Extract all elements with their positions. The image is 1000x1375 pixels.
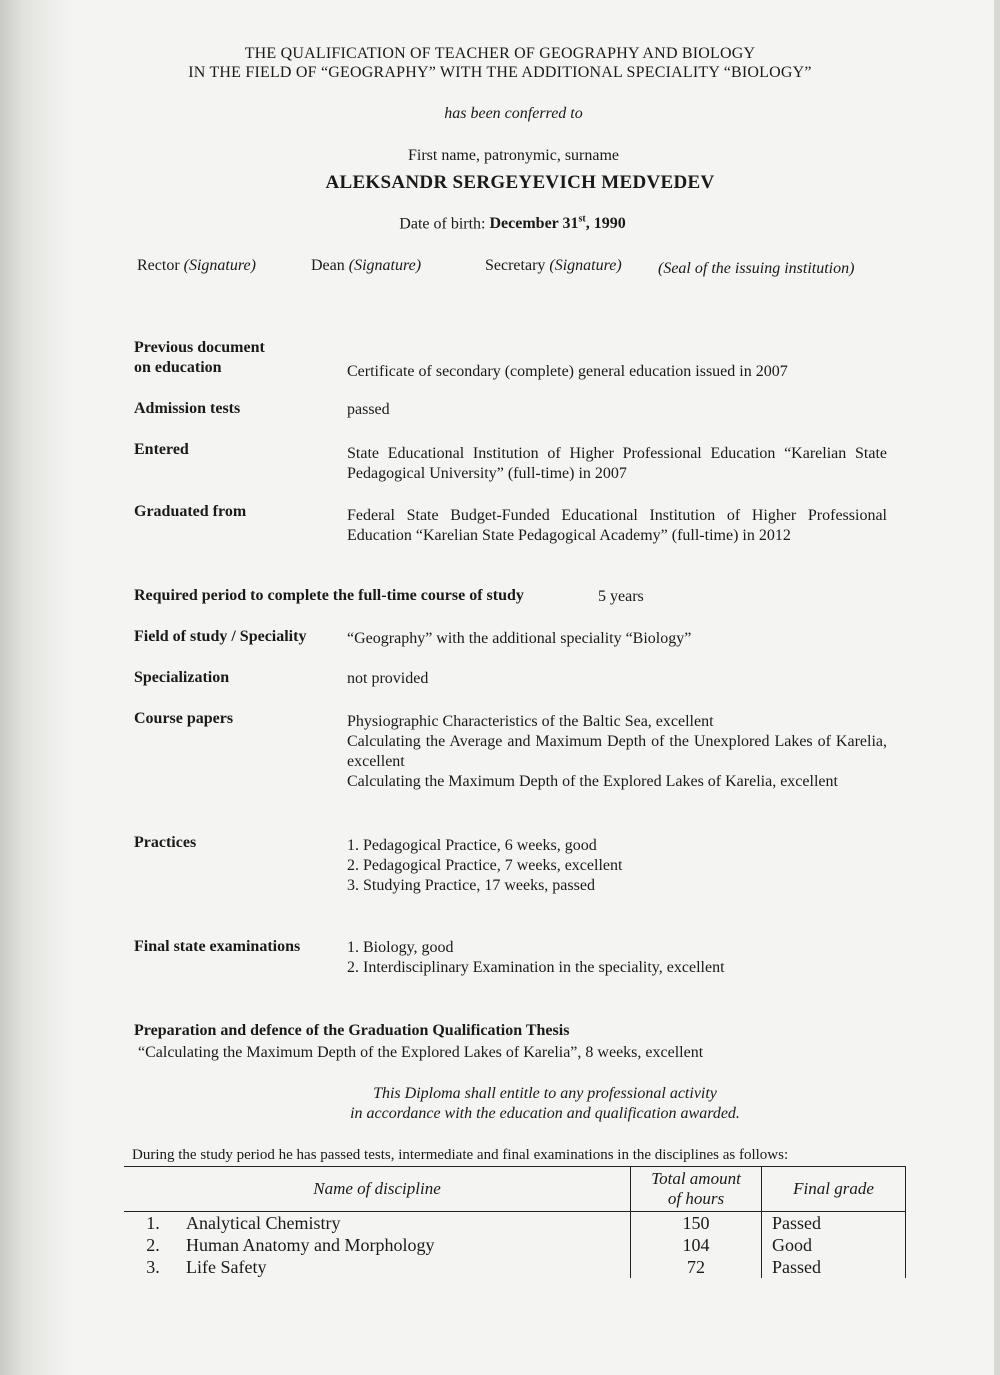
seal-placeholder: (Seal of the issuing institution) <box>658 260 855 277</box>
practice-item: 3. Studying Practice, 17 weeks, passed <box>347 877 595 894</box>
table-row <box>124 1212 906 1235</box>
table-row <box>124 1256 906 1278</box>
table-header-row <box>124 1167 906 1212</box>
header-grade: Final grade <box>762 1167 906 1212</box>
field-value: “Geography” with the additional speciality “Biology” <box>347 630 692 647</box>
disciplines-lead: During the study period he has passed tests, intermediate and final examinations in the disciplines as follows: <box>132 1147 789 1163</box>
table-row <box>124 1234 906 1256</box>
name-caption: First name, patronymic, surname <box>407 147 620 164</box>
row-discipline: Human Anatomy and Morphology <box>186 1235 435 1255</box>
final-exam-item: 2. Interdisciplinary Examination in the speciality, excellent <box>347 959 725 976</box>
row-number: 3. <box>146 1257 160 1277</box>
graduated-value: Federal State Budget-Funded Educational Institution of Higher Professional Education “Karelian State Pedagogical Academy” (full-time) in 2012 <box>347 507 887 544</box>
entered-label: Entered <box>134 441 189 458</box>
rector-signature: Rector (Signature) <box>137 257 256 274</box>
prev-doc-value: Certificate of secondary (complete) general education issued in 2007 <box>347 363 788 380</box>
row-discipline: Analytical Chemistry <box>186 1213 341 1233</box>
thesis-label: Preparation and defence of the Graduation Qualification Thesis <box>134 1022 570 1039</box>
admission-label: Admission tests <box>134 400 241 417</box>
row-grade: Passed <box>762 1256 906 1278</box>
final-exams-list <box>347 938 887 978</box>
row-hours: 104 <box>631 1234 762 1256</box>
dean-signature: Dean (Signature) <box>311 257 422 274</box>
practices-list <box>347 836 887 896</box>
qualification-title-line2: IN THE FIELD OF “GEOGRAPHY” WITH THE ADDITIONAL SPECIALITY “BIOLOGY” <box>188 64 812 81</box>
row-grade: Good <box>762 1234 906 1256</box>
holder-name: ALEKSANDR SERGEYEVICH MEDVEDEV <box>325 172 715 193</box>
graduated-label: Graduated from <box>134 503 247 520</box>
final-exams-label: Final state examinations <box>134 938 301 955</box>
course-paper-item: Calculating the Maximum Depth of the Explored Lakes of Karelia, excellent <box>347 773 838 790</box>
course-paper-item: Calculating the Average and Maximum Depth of the Unexplored Lakes of Karelia, excellent <box>347 733 887 770</box>
page-binding-shadow <box>0 0 70 1375</box>
disciplines-table <box>124 1166 906 1278</box>
practice-item: 1. Pedagogical Practice, 6 weeks, good <box>347 837 597 854</box>
page-right-edge <box>994 0 1000 1375</box>
row-number: 2. <box>146 1235 160 1255</box>
row-discipline: Life Safety <box>186 1257 267 1277</box>
entitlement-line1: This Diploma shall entitle to any professional activity <box>373 1085 717 1102</box>
course-papers-list <box>347 712 887 792</box>
course-papers-label: Course papers <box>134 710 234 727</box>
prev-doc-label: Previous document on education <box>134 339 265 376</box>
dob-value: December 31st, 1990 <box>489 214 626 233</box>
entitlement-line2: in accordance with the education and qualification awarded. <box>350 1105 740 1122</box>
row-hours: 72 <box>631 1256 762 1278</box>
row-grade: Passed <box>762 1212 906 1235</box>
practices-label: Practices <box>134 834 197 851</box>
final-exam-item: 1. Biology, good <box>347 939 454 956</box>
dob-label: Date of birth: <box>399 215 486 233</box>
period-label: Required period to complete the full-time course of study <box>134 587 524 604</box>
row-number: 1. <box>146 1213 160 1233</box>
field-label: Field of study / Speciality <box>134 628 307 645</box>
header-discipline: Name of discipline <box>124 1167 631 1212</box>
admission-value: passed <box>347 401 390 418</box>
period-value: 5 years <box>598 588 644 605</box>
date-of-birth <box>0 214 1000 233</box>
practice-item: 2. Pedagogical Practice, 7 weeks, excellent <box>347 857 623 874</box>
thesis-value: “Calculating the Maximum Depth of the Explored Lakes of Karelia”, 8 weeks, excellent <box>138 1044 704 1061</box>
course-paper-item: Physiographic Characteristics of the Baltic Sea, excellent <box>347 713 714 730</box>
conferred-text: has been conferred to <box>444 105 583 122</box>
specialization-label: Specialization <box>134 669 230 686</box>
row-hours: 150 <box>631 1212 762 1235</box>
secretary-signature: Secretary (Signature) <box>485 257 622 274</box>
entered-value: State Educational Institution of Higher Professional Education “Karelian State Pedagogical University” (full-time) in 2007 <box>347 445 887 482</box>
header-hours: Total amount of hours <box>631 1167 762 1212</box>
specialization-value: not provided <box>347 670 429 687</box>
qualification-title-line1: THE QUALIFICATION OF TEACHER OF GEOGRAPHY AND BIOLOGY <box>244 45 756 62</box>
